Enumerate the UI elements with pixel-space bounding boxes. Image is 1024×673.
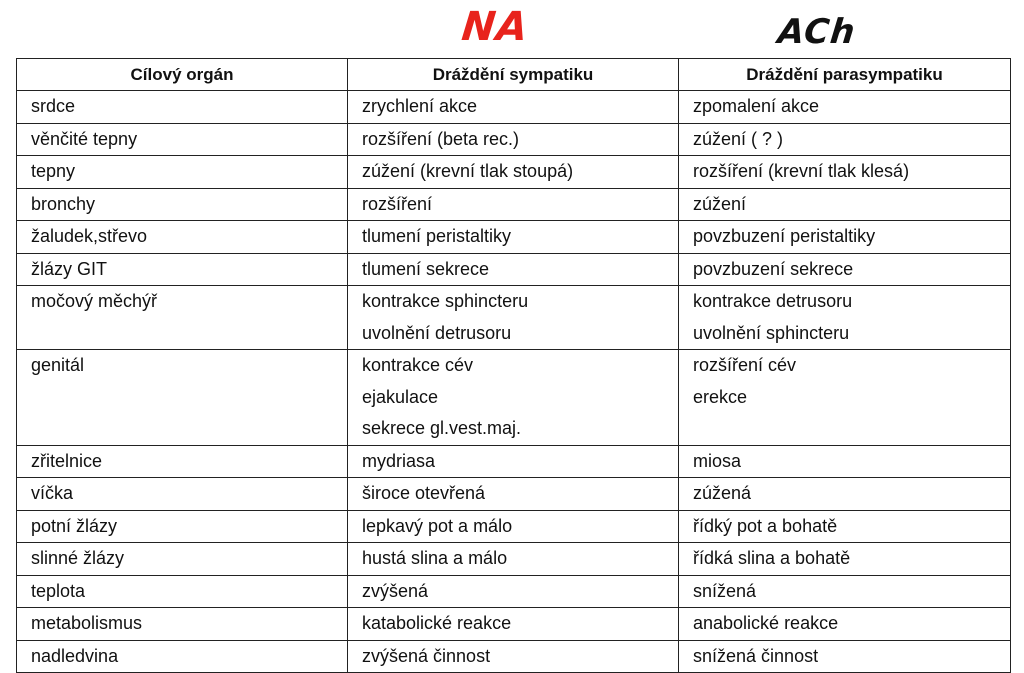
parasympathetic-cell: [679, 156, 1011, 189]
parasympathetic-cell: [679, 253, 1011, 286]
parasympathetic-cell: [679, 543, 1011, 576]
parasympathetic-cell: [679, 286, 1011, 350]
organ-cell: [17, 188, 348, 221]
cell-text: široce otevřená: [362, 483, 486, 503]
table-row: [17, 575, 1011, 608]
cell-text: žlázy GIT: [31, 258, 108, 279]
sympathetic-cell: [348, 123, 679, 156]
cell-text: rozšíření: [362, 193, 433, 214]
cell-text: tepny: [31, 161, 76, 181]
cell-text: hustá slina a málo: [362, 548, 508, 568]
cell-text: miosa: [693, 450, 742, 471]
cell-text: močový měchýř: [31, 291, 158, 311]
table-row: [17, 608, 1011, 641]
parasympathetic-cell: [679, 123, 1011, 156]
cell-text: genitál: [31, 355, 85, 375]
header-row: [17, 59, 1011, 91]
sympathetic-cell: [348, 221, 679, 254]
parasympathetic-cell: [679, 445, 1011, 478]
organ-cell: [17, 286, 348, 350]
cell-text: zřitelnice: [31, 450, 103, 471]
sympathetic-cell: [348, 156, 679, 189]
cell-text: zúžení ( ? ): [693, 128, 784, 149]
cell-text: potní žlázy: [31, 515, 118, 536]
cell-text: teplota: [31, 580, 86, 601]
cell-text: žaludek,střevo: [31, 226, 148, 246]
organ-cell: [17, 478, 348, 511]
table-body: [17, 91, 1011, 673]
cell-text: mydriasa: [362, 450, 436, 471]
sympathetic-cell: [348, 478, 679, 511]
sympathetic-cell: [348, 543, 679, 576]
cell-text: zvýšená činnost: [362, 645, 491, 666]
cell-text: zvýšená: [362, 580, 429, 601]
organ-cell: [17, 221, 348, 254]
cell-text: metabolismus: [31, 613, 143, 633]
sympathetic-cell: [348, 286, 679, 350]
cell-text: kontrakce cév: [362, 355, 474, 375]
cell-text: katabolické reakce: [362, 613, 512, 633]
cell-text: zúžená: [693, 483, 752, 503]
parasympathetic-cell: [679, 91, 1011, 124]
table-row: [17, 510, 1011, 543]
header-parasympathetic: Dráždění parasympatiku: [679, 59, 1011, 91]
parasympathetic-cell: [679, 575, 1011, 608]
cell-text: kontrakce sphincteru: [362, 291, 529, 311]
table-row: [17, 221, 1011, 254]
cell-text: uvolnění detrusoru: [362, 322, 512, 343]
cell-text: sekrece gl.vest.maj.: [362, 418, 522, 438]
organ-cell: [17, 350, 348, 446]
organ-cell: [17, 253, 348, 286]
sympathetic-cell: [348, 253, 679, 286]
table-row: [17, 91, 1011, 124]
cell-text: lepkavý pot a málo: [362, 515, 513, 536]
table-row: [17, 350, 1011, 446]
organ-cell: [17, 640, 348, 673]
organ-cell: [17, 510, 348, 543]
cell-text: snížená činnost: [693, 645, 819, 666]
cell-text: ejakulace: [362, 386, 439, 407]
table-row: [17, 253, 1011, 286]
sympathetic-cell: [348, 350, 679, 446]
parasympathetic-cell: [679, 478, 1011, 511]
organ-cell: [17, 91, 348, 124]
organ-cell: [17, 445, 348, 478]
parasympathetic-cell: [679, 188, 1011, 221]
parasympathetic-cell: [679, 510, 1011, 543]
cell-text: rozšíření (krevní tlak klesá): [693, 161, 910, 181]
organ-cell: [17, 608, 348, 641]
na-handwritten-label: NA: [459, 4, 531, 50]
cell-text: řídký pot a bohatě: [693, 515, 838, 536]
cell-text: bronchy: [31, 193, 96, 214]
cell-text: povzbuzení peristaltiky: [693, 226, 876, 246]
cell-text: srdce: [31, 96, 76, 116]
sympathetic-cell: [348, 445, 679, 478]
cell-text: věnčité tepny: [31, 128, 138, 149]
cell-text: tlumení peristaltiky: [362, 226, 512, 246]
cell-text: slinné žlázy: [31, 548, 125, 568]
sympathetic-cell: [348, 640, 679, 673]
sympathetic-cell: [348, 575, 679, 608]
parasympathetic-cell: [679, 608, 1011, 641]
ach-handwritten-label: ACh: [775, 12, 858, 52]
cell-text: zpomalení akce: [693, 96, 820, 116]
sympathetic-cell: [348, 91, 679, 124]
sympathetic-cell: [348, 510, 679, 543]
table-row: [17, 478, 1011, 511]
cell-text: anabolické reakce: [693, 613, 839, 633]
header-sympathetic: Dráždění sympatiku: [348, 59, 679, 91]
autonomic-effects-table: [16, 58, 1011, 673]
cell-text: víčka: [31, 483, 74, 503]
sympathetic-cell: [348, 608, 679, 641]
cell-text: povzbuzení sekrece: [693, 258, 854, 279]
table-row: [17, 156, 1011, 189]
organ-cell: [17, 543, 348, 576]
cell-text: uvolnění sphincteru: [693, 322, 850, 343]
parasympathetic-cell: [679, 221, 1011, 254]
organ-cell: [17, 123, 348, 156]
organ-cell: [17, 156, 348, 189]
table-row: [17, 123, 1011, 156]
cell-text: erekce: [693, 386, 748, 407]
cell-text: zúžení: [693, 193, 747, 214]
sympathetic-cell: [348, 188, 679, 221]
table-row: [17, 640, 1011, 673]
cell-text: nadledvina: [31, 645, 119, 666]
cell-text: tlumení sekrece: [362, 258, 490, 279]
table-row: [17, 445, 1011, 478]
parasympathetic-cell: [679, 350, 1011, 446]
cell-text: řídká slina a bohatě: [693, 548, 851, 568]
table-row: [17, 543, 1011, 576]
cell-text: rozšíření (beta rec.): [362, 128, 520, 149]
cell-text: zúžení (krevní tlak stoupá): [362, 161, 574, 181]
organ-cell: [17, 575, 348, 608]
cell-text: kontrakce detrusoru: [693, 291, 853, 311]
cell-text: snížená: [693, 580, 757, 601]
cell-text: rozšíření cév: [693, 355, 797, 375]
header-target-organ: Cílový orgán: [17, 59, 348, 91]
parasympathetic-cell: [679, 640, 1011, 673]
table-row: [17, 188, 1011, 221]
table-row: [17, 286, 1011, 350]
cell-text: zrychlení akce: [362, 96, 478, 116]
